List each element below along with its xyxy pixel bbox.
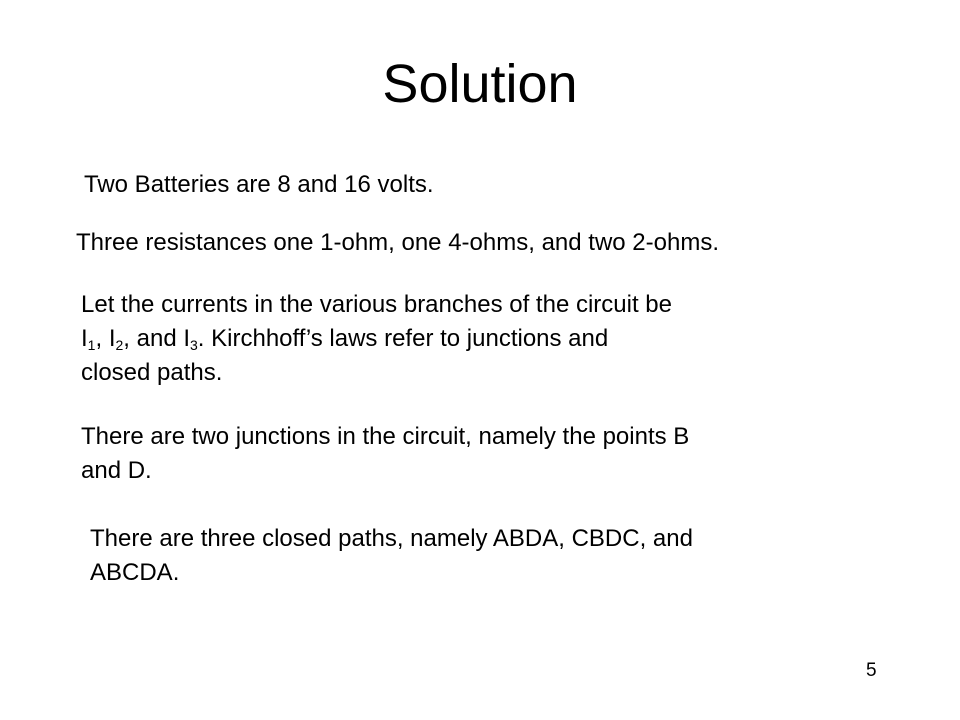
currents-line-2-tail: . Kirchhoff’s laws refer to junctions and [197,325,609,352]
separator: , and [123,325,184,352]
current-symbol: I [81,325,88,352]
current-subscript: 1 [87,337,96,353]
junctions-line-2: and D. [81,457,152,484]
resistances-text: Three resistances one 1-ohm, one 4-ohms, and two 2-ohms. [76,229,719,256]
paths-paragraph [90,522,693,590]
separator: , [95,325,109,352]
currents-paragraph [81,288,672,390]
current-subscript: 2 [115,337,124,353]
current-symbol: I [108,325,116,352]
currents-line-1: Let the currents in the various branches of the circuit be [81,291,672,318]
paths-line-1: There are three closed paths, namely ABDA, CBDC, and [90,525,693,552]
slide-title: Solution [382,54,578,114]
current-subscript: 3 [190,337,198,353]
currents-line-2 [81,322,672,356]
junctions-paragraph [81,420,689,488]
currents-line-3: closed paths. [81,359,223,386]
page-number: 5 [866,660,877,681]
junctions-line-1: There are two junctions in the circuit, namely the points B [81,423,690,450]
current-symbol: I [183,325,190,352]
paths-line-2: ABCDA. [90,559,180,586]
batteries-text: Two Batteries are 8 and 16 volts. [84,171,434,198]
